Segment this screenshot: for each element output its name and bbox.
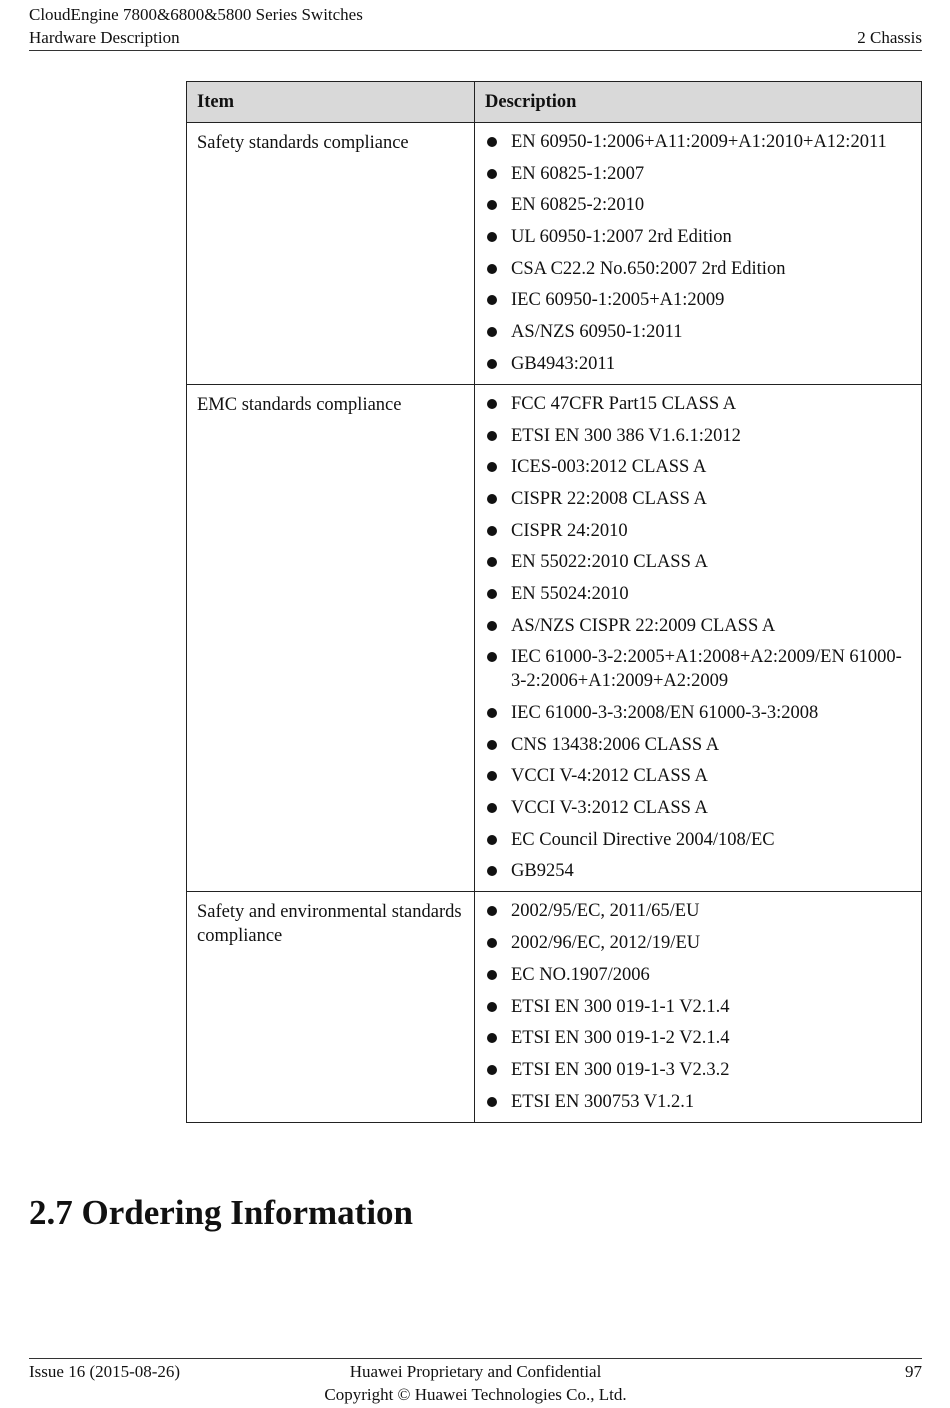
list-item xyxy=(485,995,911,1019)
bullet-icon xyxy=(487,621,497,631)
list-item xyxy=(485,352,911,376)
bullet-icon xyxy=(487,803,497,813)
list-item xyxy=(485,424,911,448)
standard-text: AS/NZS 60950-1:2011 xyxy=(511,322,683,343)
copyright-notice: Copyright © Huawei Technologies Co., Ltd. xyxy=(324,1385,627,1404)
bullet-icon xyxy=(487,740,497,750)
bullet-icon xyxy=(487,866,497,876)
bullet-icon xyxy=(487,462,497,472)
standard-text: EN 55024:2010 xyxy=(511,583,629,604)
bullet-icon xyxy=(487,1097,497,1107)
list-item xyxy=(485,288,911,312)
bullet-icon xyxy=(487,1065,497,1075)
bullet-icon xyxy=(487,652,497,662)
list-item xyxy=(485,645,911,693)
item-cell: Safety and environmental standards compliance xyxy=(187,892,475,1122)
footer-center xyxy=(29,1360,922,1406)
table-row-emc xyxy=(187,384,922,892)
standard-text: GB9254 xyxy=(511,861,574,882)
list-item xyxy=(485,899,911,923)
list-item xyxy=(485,550,911,574)
standard-text: FCC 47CFR Part15 CLASS A xyxy=(511,393,737,414)
bullet-icon xyxy=(487,708,497,718)
list-item xyxy=(485,130,911,154)
standard-text: IEC 61000-3-3:2008/EN 61000-3-3:2008 xyxy=(511,703,819,723)
bullet-icon xyxy=(487,431,497,441)
standard-text: IEC 61000-3-2:2005+A1:2008+A2:2009/EN 61000-3-2:2006+A1:2009+A2:2009 xyxy=(511,647,902,692)
bullet-icon xyxy=(487,938,497,948)
list-item xyxy=(485,193,911,217)
standard-text: CISPR 22:2008 CLASS A xyxy=(511,488,707,509)
standard-text: VCCI V-3:2012 CLASS A xyxy=(511,798,708,819)
standards-table xyxy=(186,81,922,1123)
standard-text: VCCI V-4:2012 CLASS A xyxy=(511,766,708,787)
description-cell xyxy=(475,892,922,1122)
standard-text: ETSI EN 300 019-1-3 V2.3.2 xyxy=(511,1059,730,1080)
list-item xyxy=(485,828,911,852)
bullet-icon xyxy=(487,557,497,567)
bullet-icon xyxy=(487,906,497,916)
standard-text: AS/NZS CISPR 22:2009 CLASS A xyxy=(511,615,776,636)
list-item xyxy=(485,257,911,281)
bullet-icon xyxy=(487,589,497,599)
description-cell xyxy=(475,123,922,385)
header-left xyxy=(29,3,363,49)
bullet-icon xyxy=(487,835,497,845)
list-item xyxy=(485,519,911,543)
bullet-icon xyxy=(487,771,497,781)
bullet-icon xyxy=(487,327,497,337)
standard-text: GB4943:2011 xyxy=(511,353,616,374)
bullet-icon xyxy=(487,169,497,179)
list-item xyxy=(485,859,911,883)
standard-text: CNS 13438:2006 CLASS A xyxy=(511,734,720,755)
bullet-icon xyxy=(487,1033,497,1043)
standards-list xyxy=(485,392,911,884)
description-cell xyxy=(475,384,922,892)
list-item xyxy=(485,931,911,955)
standard-text: IEC 60950-1:2005+A1:2009 xyxy=(511,290,725,311)
standard-text: UL 60950-1:2007 2rd Edition xyxy=(511,227,732,248)
list-item xyxy=(485,796,911,820)
list-item xyxy=(485,1058,911,1082)
product-title: CloudEngine 7800&6800&5800 Series Switches xyxy=(29,5,363,24)
standard-text: ETSI EN 300 386 V1.6.1:2012 xyxy=(511,425,741,446)
table-row-safety xyxy=(187,123,922,385)
bullet-icon xyxy=(487,359,497,369)
standard-text: 2002/96/EC, 2012/19/EU xyxy=(511,933,701,954)
standard-text: ETSI EN 300 019-1-2 V2.1.4 xyxy=(511,1028,730,1049)
standard-text: ETSI EN 300 019-1-1 V2.1.4 xyxy=(511,996,730,1017)
standards-list xyxy=(485,899,911,1113)
bullet-icon xyxy=(487,494,497,504)
standard-text: EN 60825-2:2010 xyxy=(511,195,645,216)
standard-text: EN 60950-1:2006+A11:2009+A1:2010+A12:2011 xyxy=(511,132,887,152)
table-header-row xyxy=(187,82,922,123)
list-item xyxy=(485,225,911,249)
confidentiality-notice: Huawei Proprietary and Confidential xyxy=(349,1362,602,1381)
page-number: 97 xyxy=(905,1362,922,1381)
list-item xyxy=(485,733,911,757)
list-item xyxy=(485,1090,911,1114)
standard-text: ICES-003:2012 CLASS A xyxy=(511,457,707,478)
list-item xyxy=(485,162,911,186)
bullet-icon xyxy=(487,970,497,980)
list-item xyxy=(485,1026,911,1050)
page-header xyxy=(29,3,922,51)
item-cell: EMC standards compliance xyxy=(187,384,475,892)
standard-text: EN 60825-1:2007 xyxy=(511,163,645,184)
bullet-icon xyxy=(487,399,497,409)
list-item xyxy=(485,320,911,344)
bullet-icon xyxy=(487,200,497,210)
list-item xyxy=(485,963,911,987)
issue-info: Issue 16 (2015-08-26) xyxy=(29,1362,181,1381)
section-heading: 2.7 Ordering Information xyxy=(29,1193,414,1232)
list-item xyxy=(485,764,911,788)
standard-text: EN 55022:2010 CLASS A xyxy=(511,552,708,573)
standard-text: CSA C22.2 No.650:2007 2rd Edition xyxy=(511,258,786,279)
table-row-environmental xyxy=(187,892,922,1122)
bullet-icon xyxy=(487,295,497,305)
list-item xyxy=(485,455,911,479)
list-item xyxy=(485,614,911,638)
bullet-icon xyxy=(487,1002,497,1012)
standards-list xyxy=(485,130,911,376)
column-header-item: Item xyxy=(187,82,475,123)
standard-text: ETSI EN 300753 V1.2.1 xyxy=(511,1091,695,1112)
list-item xyxy=(485,487,911,511)
bullet-icon xyxy=(487,264,497,274)
list-item xyxy=(485,701,911,725)
standard-text: CISPR 24:2010 xyxy=(511,520,628,541)
item-cell: Safety standards compliance xyxy=(187,123,475,385)
page-footer xyxy=(29,1358,922,1407)
document-title: Hardware Description xyxy=(29,28,180,47)
bullet-icon xyxy=(487,232,497,242)
list-item xyxy=(485,582,911,606)
chapter-title: 2 Chassis xyxy=(857,28,922,47)
column-header-description: Description xyxy=(475,82,922,123)
bullet-icon xyxy=(487,526,497,536)
standard-text: 2002/95/EC, 2011/65/EU xyxy=(511,901,700,922)
bullet-icon xyxy=(487,137,497,147)
standard-text: EC Council Directive 2004/108/EC xyxy=(511,829,775,850)
standard-text: EC NO.1907/2006 xyxy=(511,964,650,985)
list-item xyxy=(485,392,911,416)
